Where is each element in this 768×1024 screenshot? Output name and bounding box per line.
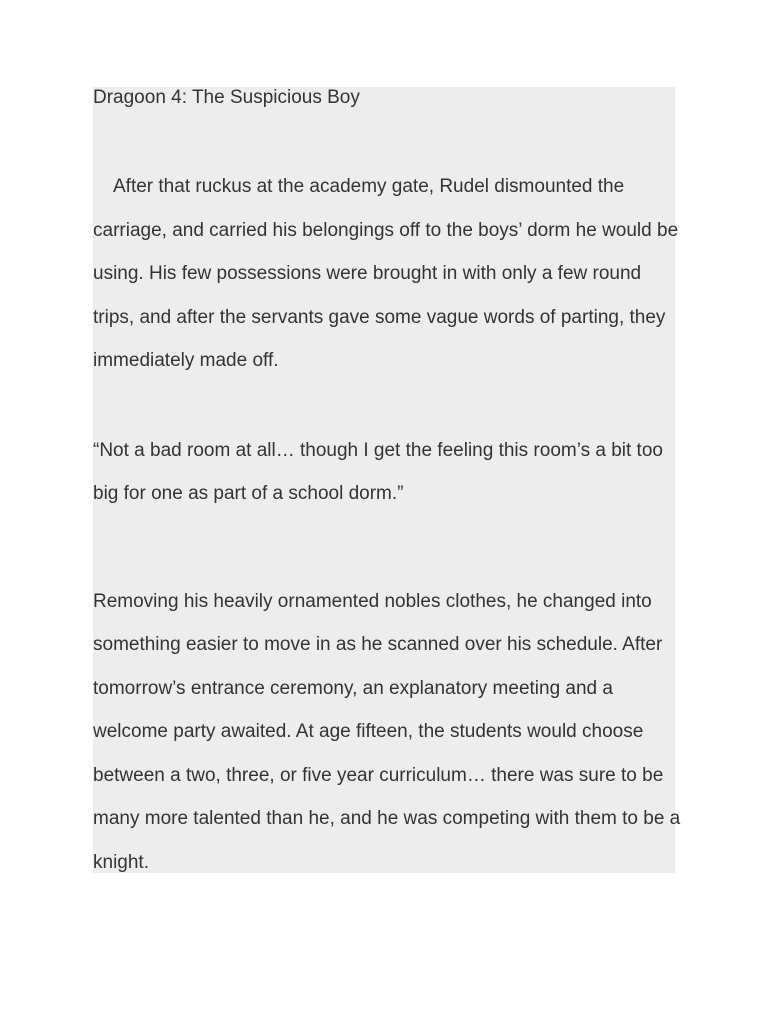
highlighted-text-block xyxy=(93,87,681,873)
paragraph-1-line-4: trips, and after the servants gave some vague words of parting, they xyxy=(93,307,666,328)
paragraph-3-line-4: welcome party awaited. At age fifteen, the students would choose xyxy=(93,721,644,742)
paragraph-1-line-1: After that ruckus at the academy gate, Rudel dismounted the xyxy=(113,176,625,197)
paragraph-3-line-1: Removing his heavily ornamented nobles clothes, he changed into xyxy=(93,591,652,612)
paragraph-1-line-5: immediately made off. xyxy=(93,350,279,371)
paragraph-3-line-6: many more talented than he, and he was competing with them to be a xyxy=(93,808,681,829)
paragraph-2-line-1: “Not a bad room at all… though I get the feeling this room’s a bit too xyxy=(93,440,663,461)
paragraph-3-line-3: tomorrow’s entrance ceremony, an explanatory meeting and a xyxy=(93,678,613,699)
document-title: Dragoon 4: The Suspicious Boy xyxy=(93,87,360,108)
paragraph-2-line-2: big for one as part of a school dorm.” xyxy=(93,483,404,504)
paragraph-3-line-5: between a two, three, or five year curriculum… there was sure to be xyxy=(93,765,664,786)
paragraph-3-line-7: knight. xyxy=(93,852,149,873)
paragraph-1-line-2: carriage, and carried his belongings off to the boys’ dorm he would be xyxy=(93,220,679,241)
paragraph-1-line-3: using. His few possessions were brought in with only a few round xyxy=(93,263,642,284)
paragraph-3-line-2: something easier to move in as he scanned over his schedule. After xyxy=(93,634,663,655)
